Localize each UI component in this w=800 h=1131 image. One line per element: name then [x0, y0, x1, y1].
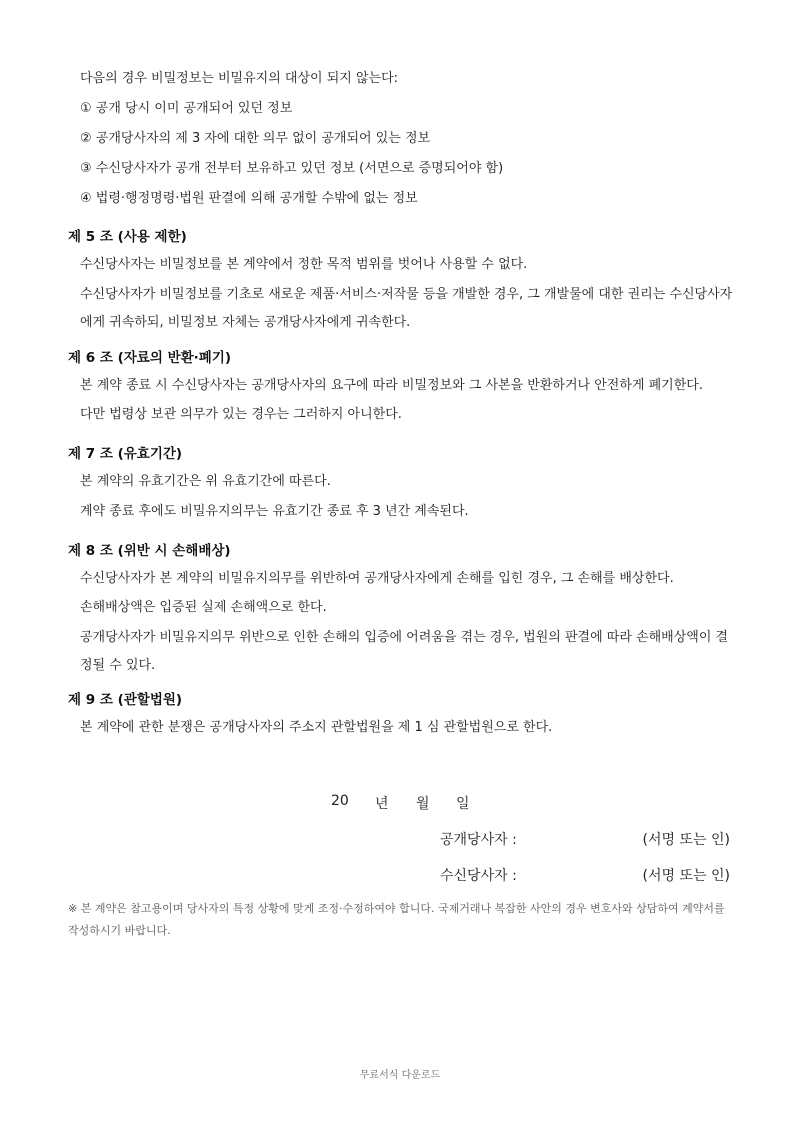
article-9-paragraph: 본 계약에 관한 분쟁은 공개당사자의 주소지 관할법원을 제 1 심 관할법원으로 한다. — [80, 720, 553, 735]
receiving-party-label: 수신당사자 : — [440, 868, 517, 884]
date-year-prefix: 20 — [331, 793, 349, 809]
disclosing-party-label: 공개당사자 : — [440, 832, 517, 848]
article-8-title: 제 8 조 (위반 시 손해배상) — [68, 543, 231, 559]
article-6-title: 제 6 조 (자료의 반환·폐기) — [68, 350, 232, 366]
date-line — [0, 793, 800, 813]
exclusion-item: ③ 수신당사자가 공개 전부터 보유하고 있던 정보 (서면으로 증명되어야 함) — [80, 161, 504, 176]
article-5-paragraph: 수신당사자는 비밀정보를 본 계약에서 정한 목적 범위를 벗어나 사용할 수 없다. — [80, 257, 528, 272]
article-8-paragraph: 공개당사자가 비밀유지의무 위반으로 인한 손해의 입증에 어려움을 겪는 경우, 법원의 판결에 따라 손해배상액이 결정될 수 있다. — [80, 630, 729, 673]
page-footer: 무료서식 다운로드 — [359, 1070, 441, 1081]
article-8-paragraph: 손해배상액은 입증된 실제 손해액으로 한다. — [80, 600, 327, 615]
receiving-party-signature: (서명 또는 인) — [642, 868, 730, 884]
article-8-paragraph: 수신당사자가 본 계약의 비밀유지의무를 위반하여 공개당사자에게 손해를 입힌 경우, 그 손해를 배상한다. — [80, 571, 674, 586]
exclusion-item: ① 공개 당시 이미 공개되어 있던 정보 — [80, 101, 293, 116]
disclaimer-note: ※ 본 계약은 참고용이며 당사자의 특정 상황에 맞게 조정·수정하여야 합니다. 국제거래나 복잡한 사안의 경우 변호사와 상담하여 계약서를 작성하시기 바랍니다. — [68, 902, 725, 937]
article-7-paragraph: 계약 종료 후에도 비밀유지의무는 유효기간 종료 후 3 년간 계속된다. — [80, 504, 469, 519]
article-7-title: 제 7 조 (유효기간) — [68, 446, 183, 462]
disclosing-party-signature: (서명 또는 인) — [642, 832, 730, 848]
exclusion-item: ④ 법령·행정명령·법원 판결에 의해 공개할 수밖에 없는 정보 — [80, 191, 418, 206]
date-day-label: 일 — [456, 796, 470, 812]
date-month-label: 월 — [416, 796, 430, 812]
article-7-paragraph: 본 계약의 유효기간은 위 유효기간에 따른다. — [80, 474, 331, 489]
article-5-title: 제 5 조 (사용 제한) — [68, 229, 187, 245]
article-5-paragraph: 수신당사자가 비밀정보를 기초로 새로운 제품·서비스·저작물 등을 개발한 경우, 그 개발물에 대한 권리는 수신당사자에게 귀속하되, 비밀정보 자체는 공개당사자에게 귀속한다. — [80, 287, 733, 330]
article-6-paragraph: 본 계약 종료 시 수신당사자는 공개당사자의 요구에 따라 비밀정보와 그 사본을 반환하거나 안전하게 폐기한다. — [80, 378, 703, 393]
article-9-title: 제 9 조 (관할법원) — [68, 692, 183, 708]
exclusion-item: ② 공개당사자의 제 3 자에 대한 의무 없이 공개되어 있는 정보 — [80, 131, 431, 146]
date-year-label: 년 — [375, 796, 389, 812]
article-6-paragraph: 다만 법령상 보관 의무가 있는 경우는 그러하지 아니한다. — [80, 407, 402, 422]
exclusions-intro: 다음의 경우 비밀정보는 비밀유지의 대상이 되지 않는다: — [80, 71, 399, 86]
